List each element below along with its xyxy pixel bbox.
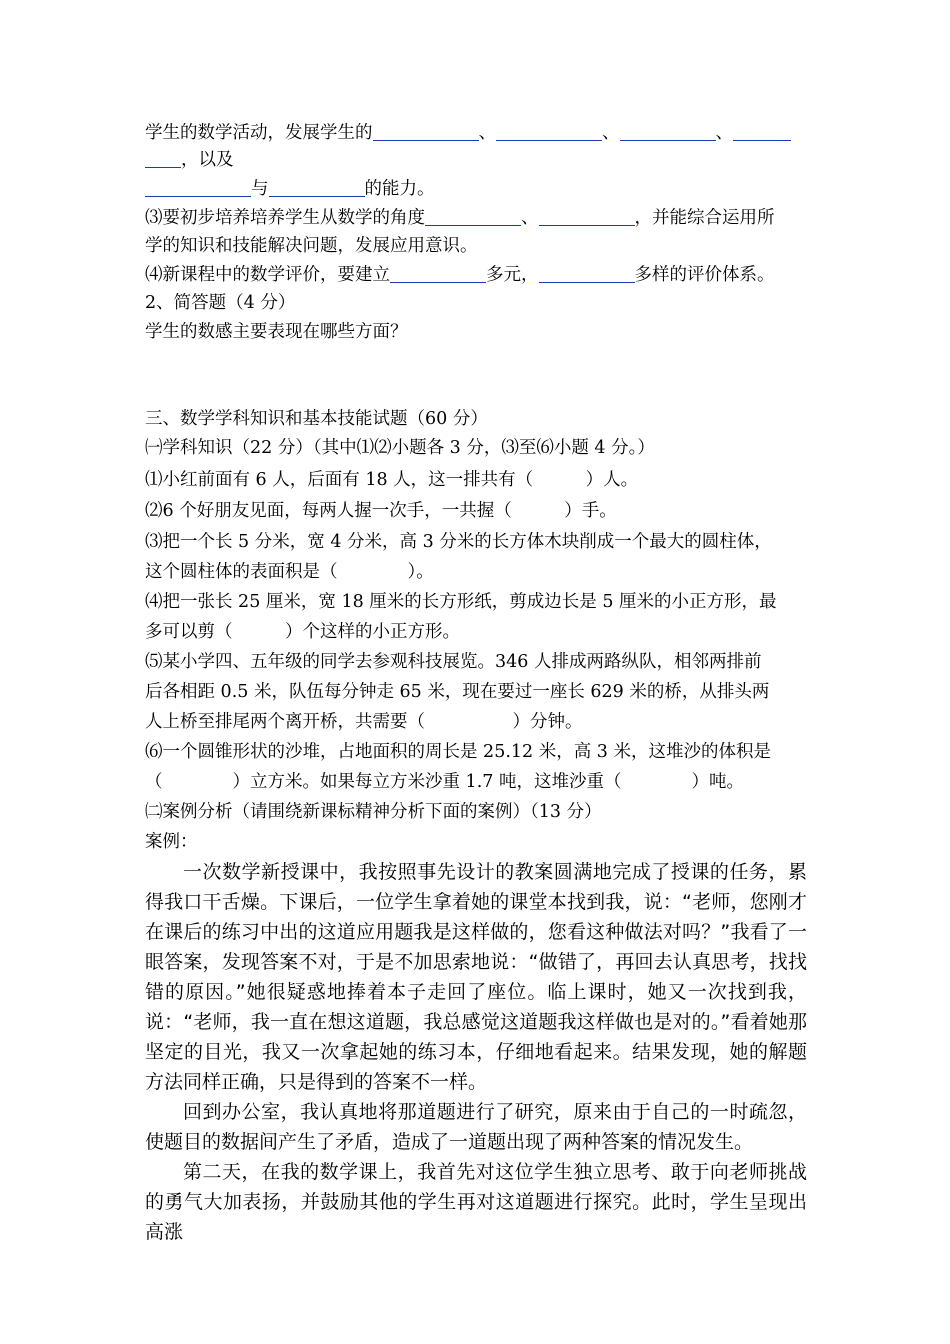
question-6-line-1: ⑹一个圆锥形状的沙堆，占地面积的周长是 25.12 米，高 3 米，这堆沙的体积是 xyxy=(145,742,771,762)
question-1: ⑴小红前面有 6 人，后面有 18 人，这一排共有（ ）人。 xyxy=(145,470,639,490)
q4-line xyxy=(145,263,775,287)
short-answer-title: 2、简答题（4 分） xyxy=(145,293,296,313)
answer-blank[interactable] xyxy=(496,122,602,141)
answer-blank[interactable] xyxy=(539,207,635,226)
question-3-line-1: ⑶把一个长 5 分米，宽 4 分米，高 3 分米的长方体木块削成一个最大的圆柱体， xyxy=(145,532,772,552)
answer-blank[interactable] xyxy=(269,178,365,197)
separator: 、 xyxy=(715,123,733,143)
answer-blank[interactable] xyxy=(539,264,635,283)
case-text xyxy=(145,857,807,1247)
section-3-title: 三、数学学科知识和基本技能试题（60 分） xyxy=(145,409,488,429)
answer-blank[interactable] xyxy=(145,149,181,168)
question-3-line-2: 这个圆柱体的表面积是（ ）。 xyxy=(145,562,434,582)
answer-blank[interactable] xyxy=(733,122,791,141)
answer-blank[interactable] xyxy=(145,178,251,197)
text: 与 xyxy=(251,179,269,199)
answer-blank[interactable] xyxy=(390,264,486,283)
separator: 、 xyxy=(478,123,496,143)
question-4-line-2: 多可以剪（ ）个这样的小正方形。 xyxy=(145,622,460,642)
q2-line-3 xyxy=(145,177,435,201)
separator: 、 xyxy=(521,208,539,228)
answer-blank[interactable] xyxy=(373,122,479,141)
answer-blank[interactable] xyxy=(425,207,521,226)
text: 学生的数学活动，发展学生的 xyxy=(145,123,373,143)
q3-line-2: 学的知识和技能解决问题，发展应用意识。 xyxy=(145,236,478,256)
question-2: ⑵6 个好朋友见面，每两人握一次手，一共握（ ）手。 xyxy=(145,501,617,521)
text: ⑷新课程中的数学评价，要建立 xyxy=(145,265,390,285)
text: 的能力。 xyxy=(364,179,435,199)
separator: 、 xyxy=(602,123,620,143)
part-1-title: ㈠学科知识（22 分）（其中⑴⑵小题各 3 分，⑶至⑹小题 4 分。） xyxy=(145,438,655,458)
case-label: 案例： xyxy=(145,832,198,852)
q3-line-1 xyxy=(145,206,775,230)
text: 多元， xyxy=(486,265,539,285)
text: ，并能综合运用所 xyxy=(634,208,775,228)
part-2-title: ㈡案例分析（请围绕新课标精神分析下面的案例）（13 分） xyxy=(145,802,602,822)
case-paragraph-1: 一次数学新授课中，我按照事先设计的教案圆满地完成了授课的任务，累得我口干舌燥。下课后，一位学生拿着她的课堂本找到我，说：“老师，您刚才在课后的练习中出的这道应用题我是这样做的，您看这种做法对吗？”我看了一眼答案，发现答案不对，于是不加思索地说：“做错了，再回去认真思考，找找错的原因。”她很疑惑地捧着本子走回了座位。临上课时，她又一次找到我，说：“老师，我一直在想这道题，我总感觉这道题我这样做也是对的。”看着她那坚定的目光，我又一次拿起她的练习本，仔细地看起来。结果发现，她的解题方法同样正确，只是得到的答案不一样。 xyxy=(145,861,807,1093)
question-6-line-2: （ ）立方米。如果每立方米沙重 1.7 吨，这堆沙重（ ）吨。 xyxy=(145,772,744,792)
text: 多样的评价体系。 xyxy=(634,265,775,285)
q2-line-1 xyxy=(145,121,791,145)
question-5-line-3: 人上桥至排尾两个离开桥，共需要（ ）分钟。 xyxy=(145,712,583,732)
text: ，以及 xyxy=(181,150,234,170)
short-answer-question: 学生的数感主要表现在哪些方面？ xyxy=(145,322,408,342)
case-paragraph-3: 第二天，在我的数学课上，我首先对这位学生独立思考、敢于向老师挑战的勇气大加表扬，并鼓励其他的学生再对这道题进行探究。此时，学生呈现出高涨 xyxy=(145,1161,807,1243)
q2-line-2 xyxy=(145,148,234,172)
question-5-line-1: ⑸某小学四、五年级的同学去参观科技展览。346 人排成两路纵队，相邻两排前 xyxy=(145,652,762,672)
case-paragraph-2: 回到办公室，我认真地将那道题进行了研究，原来由于自己的一时疏忽，使题目的数据间产生了矛盾，造成了一道题出现了两种答案的情况发生。 xyxy=(145,1101,807,1153)
answer-blank[interactable] xyxy=(620,122,716,141)
text: ⑶要初步培养培养学生从数学的角度 xyxy=(145,208,425,228)
question-4-line-1: ⑷把一张长 25 厘米，宽 18 厘米的长方形纸，剪成边长是 5 厘米的小正方形，最 xyxy=(145,592,777,612)
question-5-line-2: 后各相距 0.5 米，队伍每分钟走 65 米，现在要过一座长 629 米的桥，从排头两 xyxy=(145,682,770,702)
